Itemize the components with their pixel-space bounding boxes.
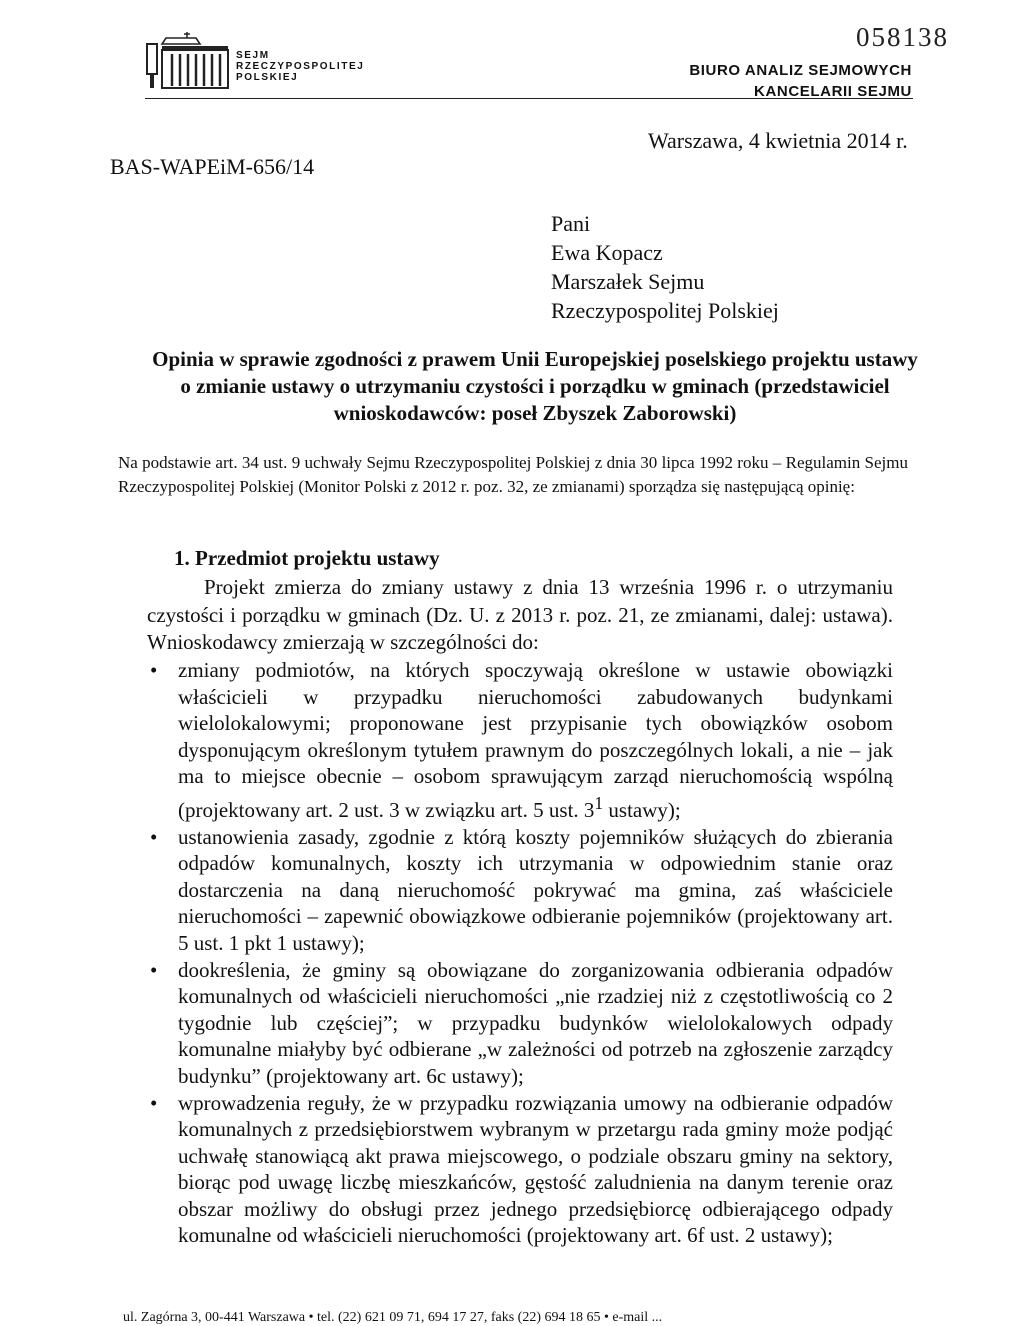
list-item <box>148 657 893 824</box>
list-item-text: wprowadzenia reguły, że w przypadku rozwiązania umowy na odbieranie odpadów komunalnych z przedsiębiorstwem wybranym w przetargu rada gminy może podjąć uchwałę stanowiącą akt prawa miejscowego, o podziale obszaru gminy na sektory, biorąc pod uwagę liczbę mieszkańców, gęstość zaludnienia na danym terenie oraz obszar możliwy do obsługi przez jednego przedsiębiorcę odbierającego odpady komunalne od właścicieli nieruchomości (projektowany art. 6f ust. 2 ustawy); <box>178 1090 893 1248</box>
list-item-text: dookreślenia, że gminy są obowiązane do zorganizowania odbierania odpadów komunalnych od właścicieli nieruchomości „nie rzadziej niż z częstotliwością co 2 tygodnie lub częściej”; w przypadku budynków wielolokalowych odpady komunalne miałyby być odbierane „w zależności od potrzeb na zgłoszenie zarządcy budynku” (projektowany art. 6c ustawy); <box>178 957 893 1088</box>
addressee-line: Marszałek Sejmu <box>551 269 705 294</box>
superscript: 1 <box>594 792 604 813</box>
office-line: BIURO ANALIZ SEJMOWYCH <box>689 62 912 79</box>
institution-line: SEJM <box>236 50 270 61</box>
objectives-list <box>148 657 893 1249</box>
addressee-line: Ewa Kopacz <box>551 240 663 265</box>
addressee-block <box>551 209 779 325</box>
bullet-icon: • <box>150 1090 158 1115</box>
institution-line: POLSKIEJ <box>236 72 299 83</box>
bullet-icon: • <box>150 658 158 682</box>
registry-stamp-number: 058138 <box>856 22 949 52</box>
document-date: Warszawa, 4 kwietnia 2014 r. <box>648 128 908 153</box>
list-item-text: ustanowienia zasady, zgodnie z którą koszty pojemników służących do zbierania odpadów komunalnych, koszty ich utrzymania w odpowiednim stanie oraz dostarczenia na daną nieruchomość pokrywać ma gmina, zaś właściciele nieruchomości – zapewnić obowiązkowe odbieranie pojemników (projektowany art. 5 ust. 1 pkt 1 ustawy); <box>178 824 893 955</box>
list-item <box>148 824 893 957</box>
bullet-icon: • <box>150 824 158 849</box>
section-heading: 1. Przedmiot projektu ustawy <box>174 546 440 570</box>
office-line: KANCELARII SEJMU <box>754 83 912 100</box>
institution-line: RZECZYPOSPOLITEJ <box>236 61 365 72</box>
document-reference: BAS-WAPEiM-656/14 <box>110 154 315 179</box>
list-item <box>148 957 893 1090</box>
opinion-title: Opinia w sprawie zgodności z prawem Unii Europejskiej poselskiego projektu ustawy o zmianie ustawy o utrzymaniu czystości i porządku w gminach (przedstawiciel wnioskodawców: poseł Zbyszek Zaborowski) <box>152 347 918 425</box>
header-divider <box>145 98 913 99</box>
footer-contact: ul. Zagórna 3, 00-441 Warszawa • tel. (22) 621 09 71, 694 17 27, faks (22) 694 18 65 • e-mail ... <box>123 1310 663 1325</box>
bullet-icon: • <box>150 957 158 982</box>
list-item-text: zmiany podmiotów, na których spoczywają określone w ustawie obowiązki właścicieli w przypadku nieruchomości zabudowanych budynkami wielolokalowymi; proponowane jest przypisanie tych obowiązków osobom dysponującym określonym tytułem prawnym do poszczególnych lokali, a nie – jak ma to miejsce obecnie – osobom sprawującym zarząd nieruchomością wspólną (projektowany art. 2 ust. 3 w związku art. 5 ust. 3 <box>178 658 893 822</box>
institution-name <box>236 50 364 83</box>
addressee-line: Pani <box>551 211 591 236</box>
list-item <box>148 1090 893 1250</box>
section-paragraph: Projekt zmierza do zmiany ustawy z dnia 13 września 1996 r. o utrzymaniu czystości i porządku w gminach (Dz. U. z 2013 r. poz. 21, ze zmianami, dalej: ustawa). Wnioskodawcy zmierzają w szczególności do: <box>147 575 893 654</box>
sejm-logo-icon <box>146 30 232 90</box>
list-item-text-end: ustawy); <box>603 797 681 822</box>
office-name <box>689 60 912 102</box>
addressee-line: Rzeczypospolitej Polskiej <box>551 298 779 323</box>
legal-basis-paragraph: Na podstawie art. 34 ust. 9 uchwały Sejmu Rzeczypospolitej Polskiej z dnia 30 lipca 1992 roku – Regulamin Sejmu Rzeczypospolitej Polskiej (Monitor Polski z 2012 r. poz. 32, ze zmianami) sporządza się następującą opinię: <box>118 453 908 496</box>
